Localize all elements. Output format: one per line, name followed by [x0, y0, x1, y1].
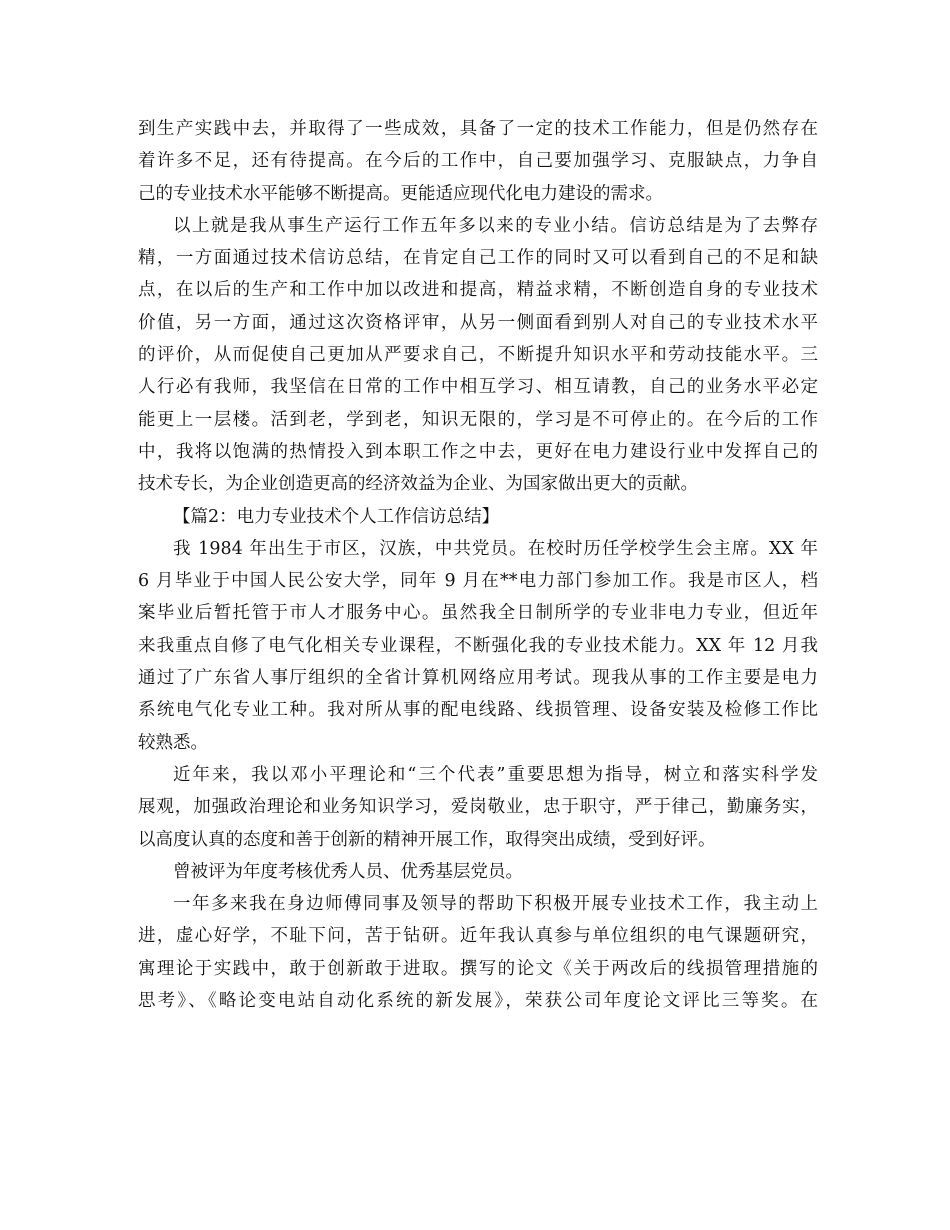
text-line: 系统电气化专业工种。我对所从事的配电线路、线损管理、设备安装及检修工作比	[138, 700, 818, 721]
text-line: 己的专业技术水平能够不断提高。更能适应现代化电力建设的需求。	[138, 183, 663, 204]
paragraph	[138, 856, 818, 888]
text-line: 精，一方面通过技术信访总结，在肯定自己工作的同时又可以看到自己的不足和缺	[138, 248, 818, 269]
paragraph	[138, 501, 818, 533]
paragraph	[138, 210, 818, 501]
text-line: 展观，加强政治理论和业务知识学习，爱岗敬业，忠于职守，严于律己，勤廉务实，	[138, 797, 818, 818]
paragraph	[138, 888, 818, 1017]
text-line: 价值，另一方面，通过这次资格评审，从另一侧面看到别人对自己的专业技术水平	[138, 312, 818, 333]
text-line: 通过了广东省人事厅组织的全省计算机网络应用考试。现我从事的工作主要是电力	[138, 668, 818, 689]
paragraph	[138, 759, 818, 856]
paragraph	[138, 113, 818, 210]
paragraph	[138, 533, 818, 759]
text-line: 较熟悉。	[138, 732, 208, 753]
text-line: 的评价，从而促使自己更加从严要求自己，不断提升知识水平和劳动技能水平。三	[138, 345, 818, 366]
text-line: 着许多不足，还有待提高。在今后的工作中，自己要加强学习、克服缺点，力争自	[138, 151, 818, 172]
text-line: 思考》、《略论变电站自动化系统的新发展》，荣获公司年度论文评比三等奖。在	[138, 991, 818, 1012]
text-line: 案毕业后暂托管于市人才服务中心。虽然我全日制所学的专业非电力专业，但近年	[138, 603, 818, 624]
text-line: 来我重点自修了电气化相关专业课程，不断强化我的专业技术能力。XX 年 12 月我	[138, 635, 818, 656]
text-line: 【篇2：电力专业技术个人工作信访总结】	[173, 506, 500, 527]
text-line: 以上就是我从事生产运行工作五年多以来的专业小结。信访总结是为了去弊存	[173, 215, 818, 236]
text-line: 一年多来我在身边师傅同事及领导的帮助下积极开展专业技术工作，我主动上	[173, 894, 818, 915]
text-line: 中，我将以饱满的热情投入到本职工作之中去，更好在电力建设行业中发挥自己的	[138, 441, 818, 462]
document-body	[138, 113, 818, 1017]
text-line: 到生产实践中去，并取得了一些成效，具备了一定的技术工作能力，但是仍然存在	[138, 119, 818, 139]
text-line: 人行必有我师，我坚信在日常的工作中相互学习、相互请教，自己的业务水平必定	[138, 377, 818, 398]
text-line: 曾被评为年度考核优秀人员、优秀基层党员。	[173, 861, 523, 882]
text-line: 我 1984 年出生于市区，汉族，中共党员。在校时历任学校学生会主席。XX 年	[173, 538, 818, 559]
text-line: 寓理论于实践中，敢于创新敢于进取。撰写的论文《关于两改后的线损管理措施的	[138, 958, 818, 979]
text-line: 6 月毕业于中国人民公安大学，同年 9 月在**电力部门参加工作。我是市区人，档	[138, 571, 818, 592]
text-line: 能更上一层楼。活到老，学到老，知识无限的，学习是不可停止的。在今后的工作	[138, 409, 818, 430]
text-line: 技术专长，为企业创造更高的经济效益为企业、为国家做出更大的贡献。	[138, 474, 698, 495]
text-line: 近年来，我以邓小平理论和“三个代表”重要思想为指导，树立和落实科学发	[173, 764, 818, 785]
text-line: 点，在以后的生产和工作中加以改进和提高，精益求精，不断创造自身的专业技术	[138, 280, 818, 301]
text-line: 以高度认真的态度和善于创新的精神开展工作，取得突出成绩，受到好评。	[138, 829, 716, 850]
text-line: 进，虚心好学，不耻下问，苦于钻研。近年我认真参与单位组织的电气课题研究，	[138, 926, 818, 947]
